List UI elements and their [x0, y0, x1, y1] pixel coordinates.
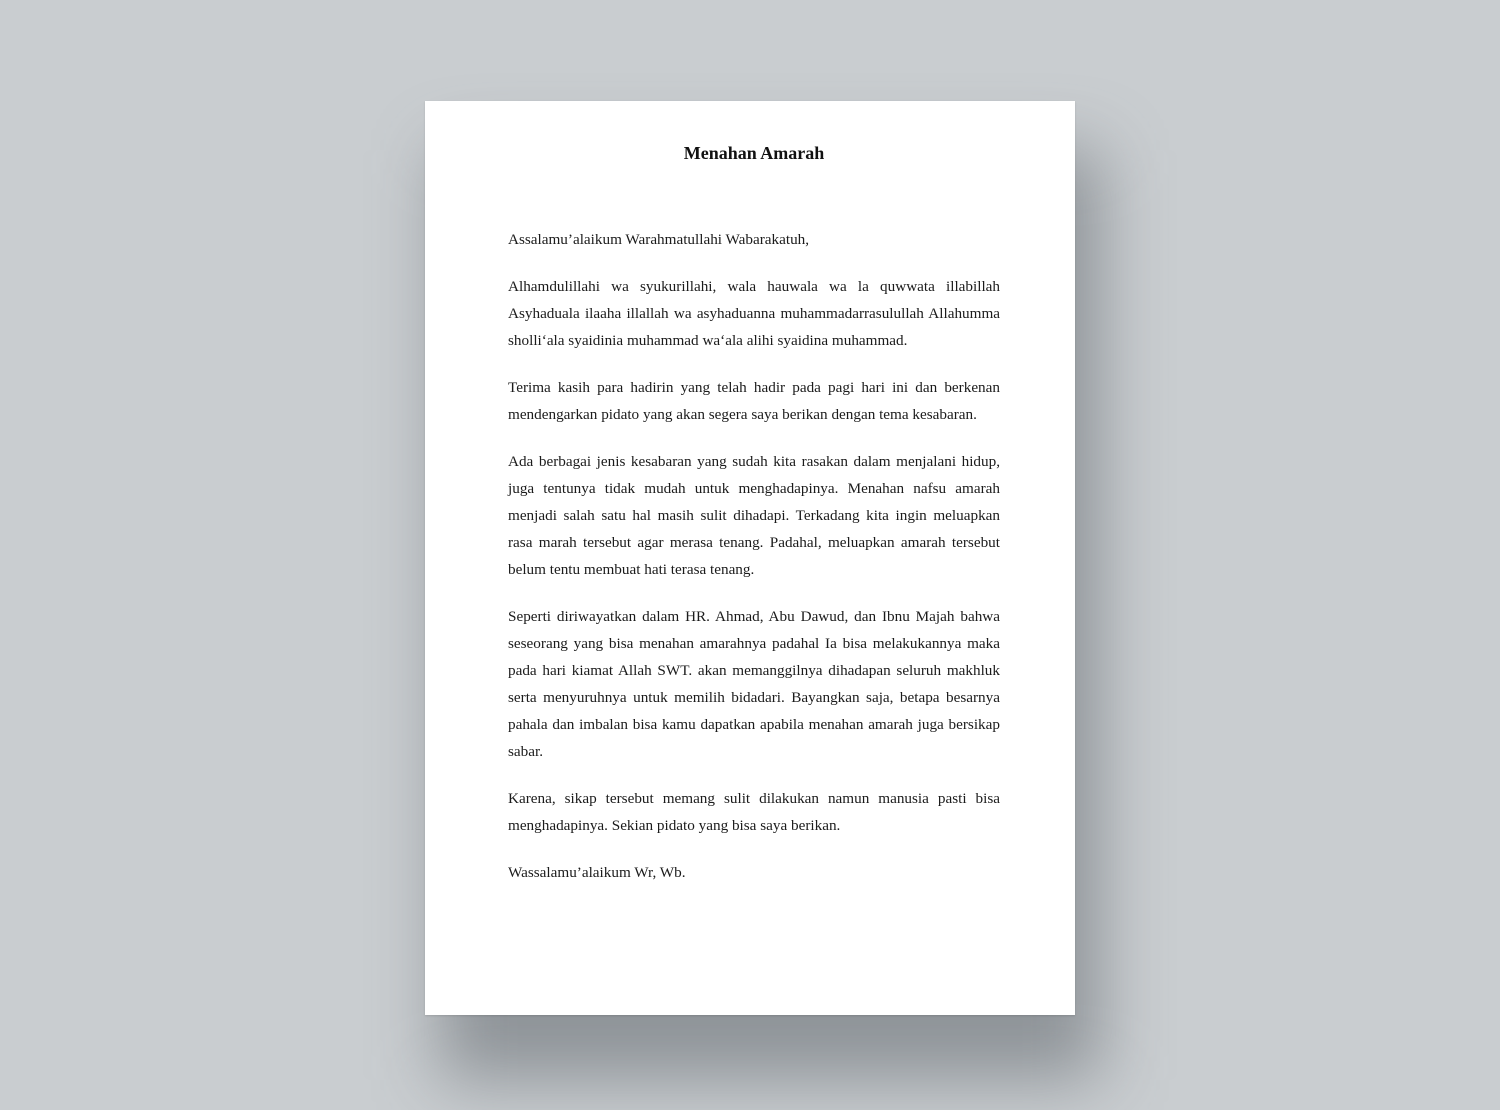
document-page [425, 101, 1075, 1015]
document-title: Menahan Amarah [683, 143, 825, 163]
body-paragraph-1: Alhamdulillahi wa syukurillahi, wala hauwala wa la quwwata illabillah Asyhaduala ilaaha illallah wa asyhaduanna muhammadarrasulullah Allahumma sholli‘ala syaidinia muhammad wa‘ala alihi syaidina muhammad. [508, 278, 1000, 349]
body-paragraph-2: Terima kasih para hadirin yang telah hadir pada pagi hari ini dan berkenan mendengarkan pidato yang akan segera saya berikan dengan tema kesabaran. [508, 379, 1000, 423]
body-paragraph-3: Ada berbagai jenis kesabaran yang sudah kita rasakan dalam menjalani hidup, juga tentunya tidak mudah untuk menghadapinya. Menahan nafsu amarah menjadi salah satu hal masih sulit dihadapi. Terkadang kita ingin meluapkan rasa marah tersebut agar merasa tenang. Padahal, meluapkan amarah tersebut belum tentu membuat hati terasa tenang. [508, 453, 1000, 578]
body-paragraph-4: Seperti diriwayatkan dalam HR. Ahmad, Abu Dawud, dan Ibnu Majah bahwa seseorang yang bisa menahan amarahnya padahal Ia bisa melakukannya maka pada hari kiamat Allah SWT. akan memanggilnya dihadapan seluruh makhluk serta menyuruhnya untuk memilih bidadari. Bayangkan saja, betapa besarnya pahala dan imbalan bisa kamu dapatkan apabila menahan amarah juga bersikap sabar. [508, 608, 1000, 760]
greeting-paragraph: Assalamu’alaikum Warahmatullahi Wabarakatuh, [508, 231, 810, 248]
document-body [508, 226, 1000, 906]
body-paragraph-5: Karena, sikap tersebut memang sulit dilakukan namun manusia pasti bisa menghadapinya. Sekian pidato yang bisa saya berikan. [508, 790, 1000, 834]
closing-paragraph: Wassalamu’alaikum Wr, Wb. [508, 864, 686, 881]
